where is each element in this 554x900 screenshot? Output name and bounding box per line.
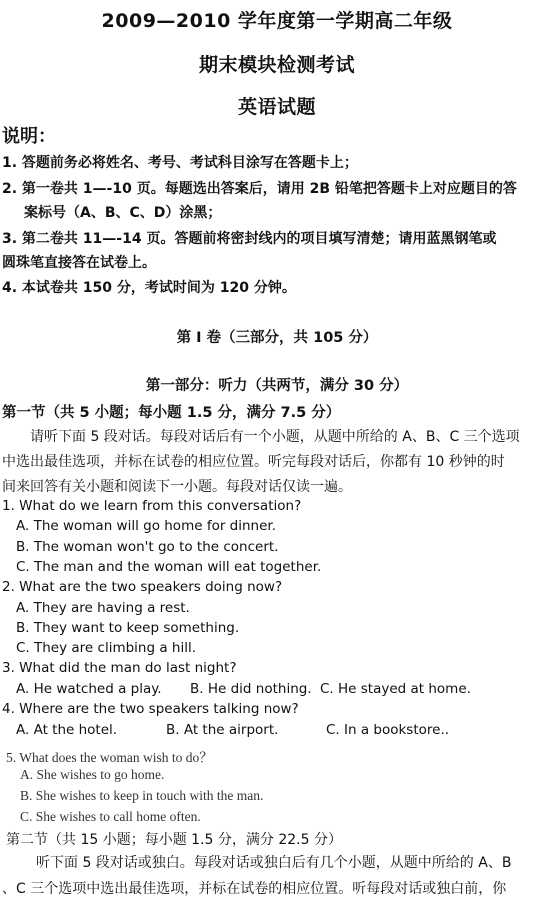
question-1-stem: 1. What do we learn from this conversation? xyxy=(2,498,302,514)
directions2-line1: 听下面 5 段对话或独白。每段对话或独白后有几个小题，从题中所给的 A、B xyxy=(36,855,512,871)
instruction-item-3b: 圆珠笔直接答在试卷上。 xyxy=(2,255,156,271)
subsection2-title: 第二节（共 15 小题；每小题 1.5 分，满分 22.5 分） xyxy=(6,832,342,848)
instruction-item-2b: 案标号（A、B、C、D）涂黑； xyxy=(24,205,222,221)
question-1-option-a: A. The woman will go home for dinner. xyxy=(16,518,277,534)
question-3-stem: 3. What did the man do last night? xyxy=(2,660,237,676)
exam-title-line3: 英语试题 xyxy=(237,96,316,118)
question-1-option-b: B. The woman won't go to the concert. xyxy=(16,539,279,555)
question-2-option-b: B. They want to keep something. xyxy=(16,620,240,636)
question-5-option-b: B. She wishes to keep in touch with the man. xyxy=(20,788,264,803)
instruction-item-1: 1. 答题前务必将姓名、考号、考试科目涂写在答题卡上； xyxy=(2,155,358,171)
question-4-option-b: B. At the airport. xyxy=(166,722,279,738)
question-2-option-c: C. They are climbing a hill. xyxy=(16,640,196,656)
instruction-item-2a: 2. 第一卷共 1—-10 页。每题选出答案后，请用 2B 铅笔把答题卡上对应题目的答 xyxy=(2,181,517,197)
question-4-stem: 4. Where are the two speakers talking now? xyxy=(2,701,299,717)
instruction-item-4: 4. 本试卷共 150 分，考试时间为 120 分钟。 xyxy=(2,280,296,296)
instruction-item-3a: 3. 第二卷共 11—-14 页。答题前将密封线内的项目填写清楚；请用蓝黑钢笔或 xyxy=(2,231,497,247)
exam-title-line1: 2009—2010 学年度第一学期高二年级 xyxy=(101,10,453,32)
question-2-stem: 2. What are the two speakers doing now? xyxy=(2,579,283,595)
section1-title: 第一部分：听力（共两节，满分 30 分） xyxy=(145,378,409,394)
subsection1-title: 第一节（共 5 小题；每小题 1.5 分，满分 7.5 分） xyxy=(2,405,341,421)
exam-title-line2: 期末模块检测考试 xyxy=(198,54,355,76)
question-3-option-b: B. He did nothing. xyxy=(190,681,312,697)
question-4-option-c: C. In a bookstore.. xyxy=(326,722,450,738)
question-2-option-a: A. They are having a rest. xyxy=(16,600,190,616)
question-5-option-c: C. She wishes to call home often. xyxy=(20,809,201,824)
question-5-option-a: A. She wishes to go home. xyxy=(20,767,165,782)
directions1-line2: 中选出最佳选项，并标在试卷的相应位置。听完每段对话后，你都有 10 秒钟的时 xyxy=(2,454,505,470)
directions1-line3: 间来回答有关小题和阅读下一小题。每段对话仅读一遍。 xyxy=(2,479,352,495)
part1-title: 第 I 卷（三部分，共 105 分） xyxy=(176,330,378,346)
question-4-option-a: A. At the hotel. xyxy=(16,722,118,738)
instructions-heading: 说明： xyxy=(2,126,56,147)
question-5-stem: 5. What does the woman wish to do？ xyxy=(6,750,213,765)
question-3-option-c: C. He stayed at home. xyxy=(320,681,471,697)
question-1-option-c: C. The man and the woman will eat together. xyxy=(16,559,322,575)
question-3-option-a: A. He watched a play. xyxy=(16,681,162,697)
directions1-line1: 请听下面 5 段对话。每段对话后有一个小题，从题中所给的 A、B、C 三个选项 xyxy=(30,429,520,445)
directions2-line2: 、C 三个选项中选出最佳选项，并标在试卷的相应位置。听每段对话或独白前，你 xyxy=(2,881,507,897)
